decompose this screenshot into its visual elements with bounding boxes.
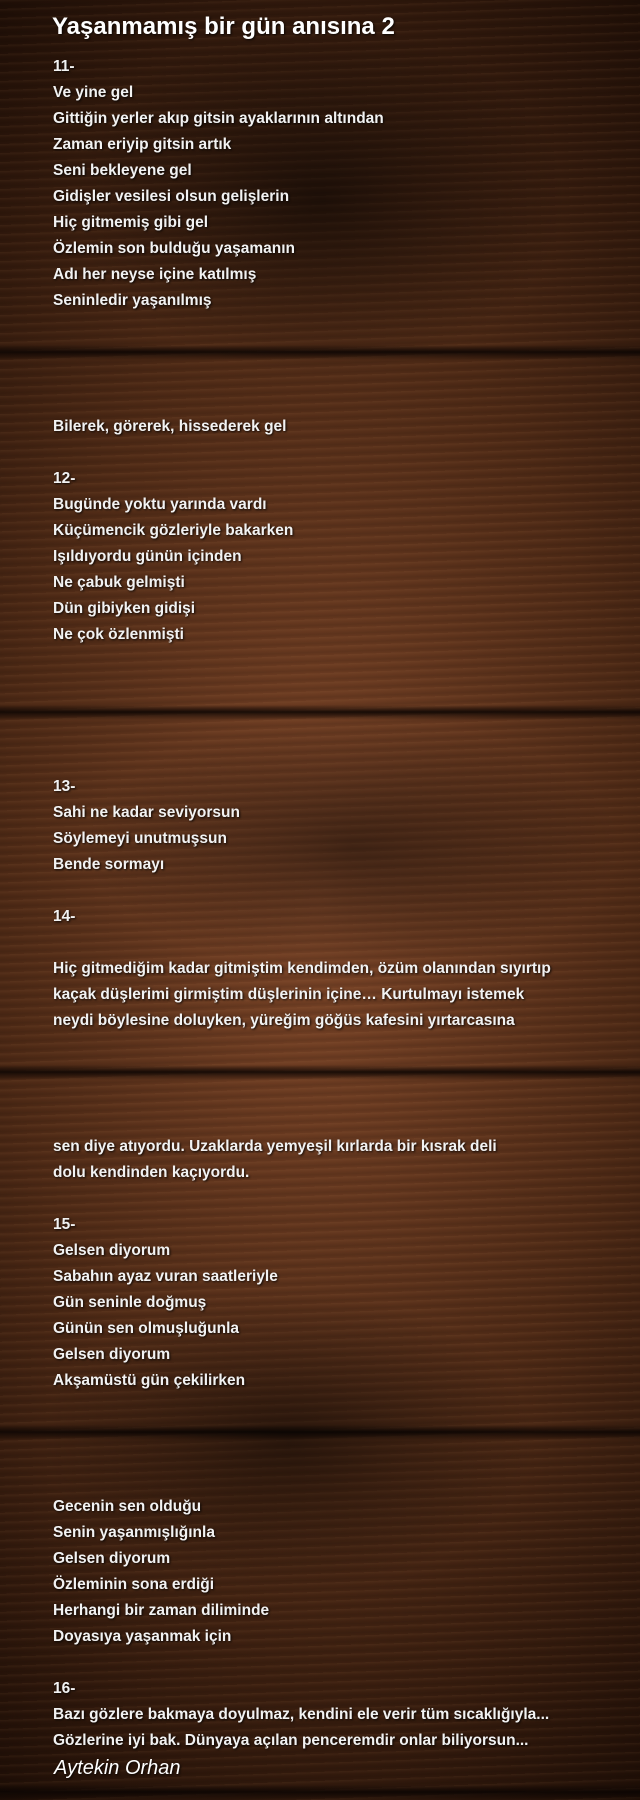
poem-line: Seni bekleyene gel [53, 162, 192, 179]
blank-line [53, 930, 613, 956]
stanza-number: 15- [53, 1216, 76, 1233]
section-gap [53, 1394, 613, 1494]
poem-line: Adı her neyse içine katılmış [53, 266, 257, 283]
poem-line: Doyasıya yaşanmak için [53, 1628, 232, 1645]
poem-line: Özleminin sona erdiği [53, 1576, 215, 1593]
blank-line [53, 748, 613, 774]
poem-line: Işıldıyordu günün içinden [53, 548, 242, 565]
poem-line: Gidişler vesilesi olsun gelişlerin [53, 188, 290, 205]
poem-line: kaçak düşlerimi girmiştim düşlerinin içine… Kurtulmayı istemek [53, 986, 525, 1003]
poem-line: Gün seninle doğmuş [53, 1294, 207, 1311]
poem-line: Sahi ne kadar seviyorsun [53, 804, 240, 821]
poem-line: Dün gibiyken gidişi [53, 600, 196, 617]
poem-line: Hiç gitmemiş gibi gel [53, 214, 209, 231]
poem-line: Gelsen diyorum [53, 1550, 171, 1567]
poem-line: Bende sormayı [53, 856, 165, 873]
poem-line: Bilerek, görerek, hissederek gel [53, 418, 287, 435]
blank-line [53, 1650, 613, 1676]
poem-line: Ve yine gel [53, 84, 134, 101]
poem-line: Senin yaşanmışlığınla [53, 1524, 215, 1541]
poem-line: neydi böylesine doluyken, yüreğim göğüs kafesini yırtarcasına [53, 1012, 515, 1029]
stanza-number: 16- [53, 1680, 76, 1697]
blank-line [53, 878, 613, 904]
poem-line: Ne çok özlenmişti [53, 626, 184, 643]
section-gap [53, 648, 613, 748]
blank-line [53, 440, 613, 466]
poem-line: Söylemeyi unutmuşsun [53, 830, 227, 847]
poem-line: Akşamüstü gün çekilirken [53, 1372, 246, 1389]
poem-line: Herhangi bir zaman diliminde [53, 1602, 270, 1619]
poem-line: Ne çabuk gelmişti [53, 574, 185, 591]
poem-line: Gecenin sen olduğu [53, 1498, 202, 1515]
stanza-number: 11- [53, 58, 75, 75]
stanza-number: 12- [53, 470, 76, 487]
section-gap [53, 314, 613, 414]
poem-line: sen diye atıyordu. Uzaklarda yemyeşil kırlarda bir kısrak deli [53, 1138, 497, 1155]
poem-line: Zaman eriyip gitsin artık [53, 136, 232, 153]
poem-line: Bugünde yoktu yarında vardı [53, 496, 267, 513]
poem-line: Gelsen diyorum [53, 1242, 171, 1259]
blank-line [53, 1186, 613, 1212]
poem-line: Bazı gözlere bakmaya doyulmaz, kendini ele verir tüm sıcaklığıyla... [53, 1706, 550, 1723]
poem-body [53, 54, 613, 1754]
poem-line: dolu kendinden kaçıyordu. [53, 1164, 250, 1181]
poem-line: Özlemin son bulduğu yaşamanın [53, 240, 296, 257]
poem-title: Yaşanmamış bir gün anısına 2 [52, 13, 395, 40]
stanza-number: 14- [53, 908, 76, 925]
poem-line: Sabahın ayaz vuran saatleriyle [53, 1268, 278, 1285]
poem-line: Gittiğin yerler akıp gitsin ayaklarının altından [53, 110, 384, 127]
poem-line: Gelsen diyorum [53, 1346, 171, 1363]
stanza-number: 13- [53, 778, 76, 795]
poem-line: Günün sen olmuşluğunla [53, 1320, 239, 1337]
poem-line: Gözlerine iyi bak. Dünyaya açılan penceremdir onlar biliyorsun... [53, 1732, 529, 1749]
poem-line: Küçümencik gözleriyle bakarken [53, 522, 294, 539]
author-signature: Aytekin Orhan [54, 1757, 181, 1779]
poem-line: Hiç gitmediğim kadar gitmiştim kendimden, özüm olanından sıyırtıp [53, 960, 551, 977]
poem-line: Seninledir yaşanılmış [53, 292, 212, 309]
section-gap [53, 1034, 613, 1134]
